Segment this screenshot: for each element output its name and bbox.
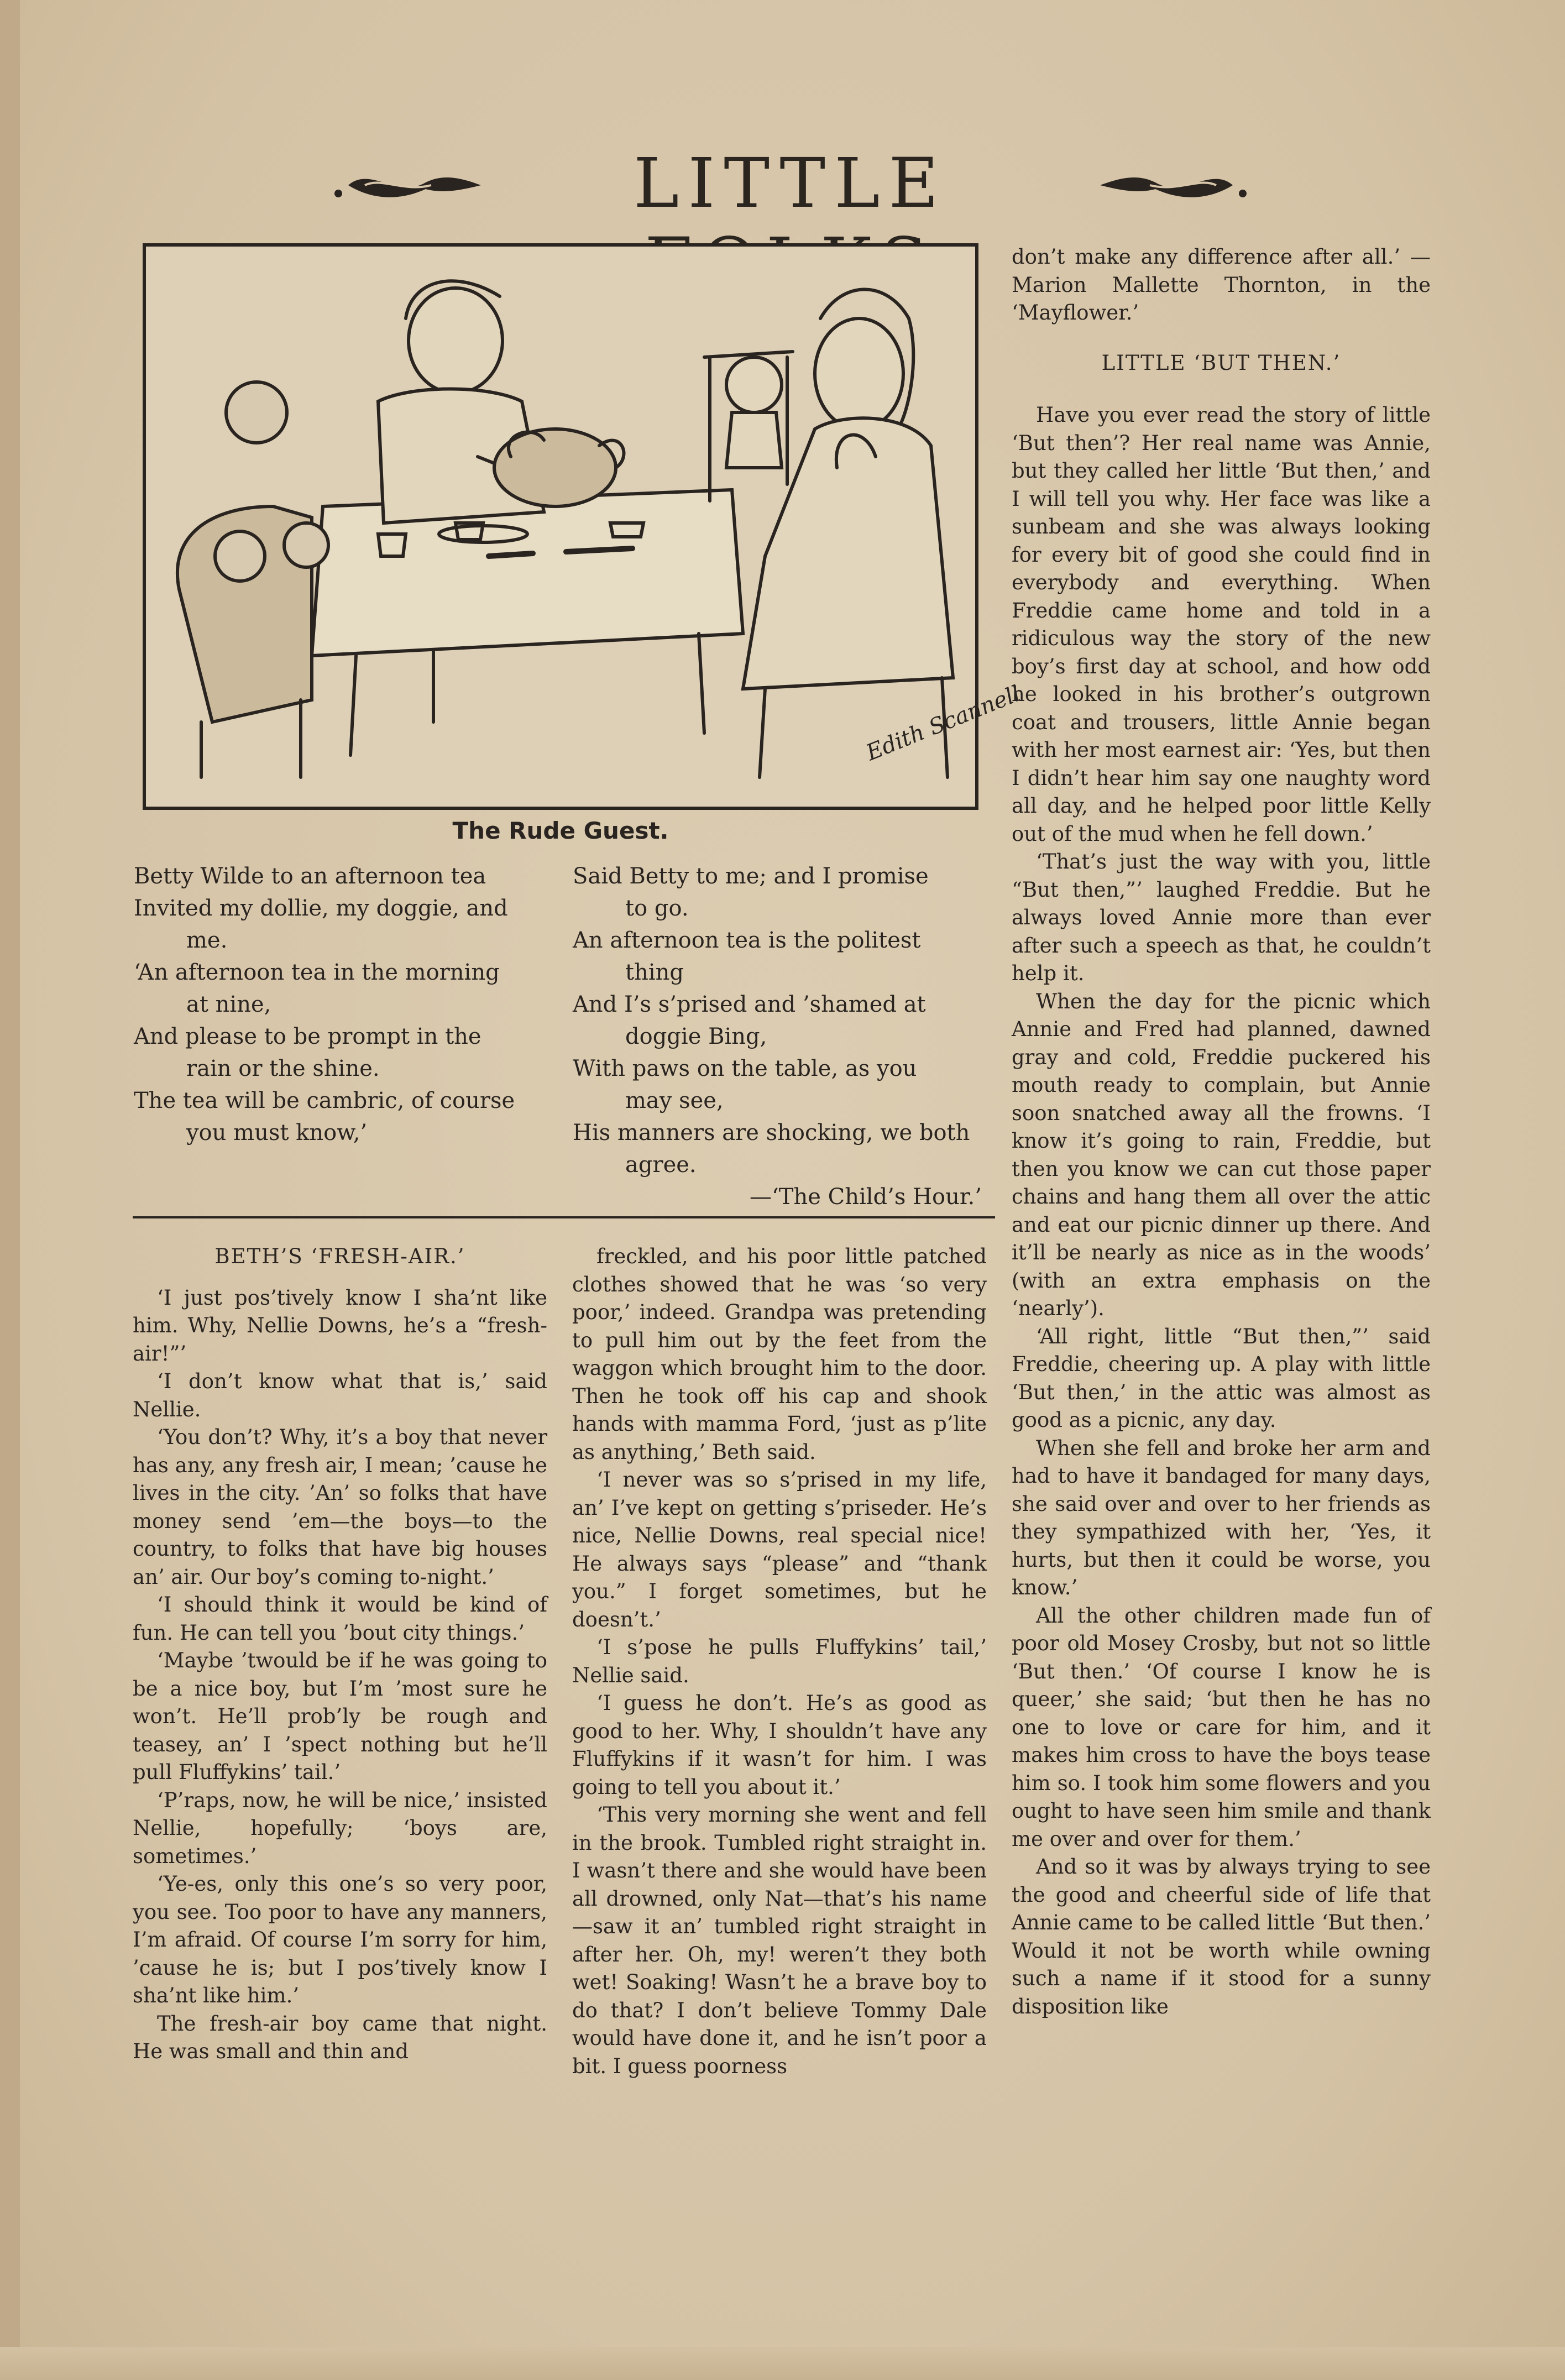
story-paragraph: When she fell and broke her arm and had to have it bandaged for many days, she said over and over to her friends as they sympathized with her, ‘Yes, it hurts, but then it could be worse, you know.’ (1012, 1436, 1431, 1599)
page-edge-shadow (0, 0, 20, 2380)
story-paragraph: ‘This very morning she went and fell in the brook. Tumbled right straight in. I wasn’t there and she would have been all drowned, only Nat—that’s his name—saw it an’ tumbled right straight in after her. Oh, my! weren’t they both wet! Soaking! Wasn’t he a brave boy to do that? I don’t believe Tommy Dale would have done it, and he isn’t poor a bit. I guess poorness (572, 1803, 987, 2078)
poem-line: And please to be prompt in the (134, 1024, 481, 1049)
poem-attribution: —‘The Child’s Hour.’ (750, 1184, 982, 1210)
poem-line: ‘An afternoon tea in the morning (134, 960, 500, 985)
poem-line: me. (186, 928, 228, 953)
story-paragraph: ‘I just pos’tively know I sha’nt like him. Why, Nellie Downs, he’s a “fresh-air!”’ (133, 1285, 547, 1366)
poem-line: With paws on the table, as you (573, 1056, 917, 1081)
but-then-story-column (1012, 243, 1431, 2021)
illustration-signature: Edith Scannell (862, 681, 1024, 766)
story-paragraph: ‘That’s just the way with you, little “But then,”’ laughed Freddie. But he always loved Annie more than ever after such a speech as that, he couldn’t help it. (1012, 850, 1431, 985)
poem-line: to go. (625, 896, 689, 921)
story-paragraph: Have you ever read the story of little ‘But then’? Her real name was Annie, but they called her little ‘But then,’ and I will tell you why. Her face was like a sunbeam and she was always looking for every bit of good she could find in everybody and everything. When Freddie came home and told in a ridiculous way the story of the new boy’s first day at school, and how odd he looked in his brother’s outgrown coat and trousers, little Annie began with her most earnest air: ‘Yes, but then I didn’t hear him say one naughty word all day, and he helped poor little Kelly out of the mud when he fell down.’ (1012, 403, 1431, 846)
story-paragraph: ‘All right, little “But then,”’ said Freddie, cheering up. A play with little ‘But then,’ in the attic was almost as good as a picnic, any day. (1012, 1324, 1431, 1432)
continuation-text: don’t make any difference after all.’ —Marion Mallette Thornton, in the ‘Mayflower.’ (1012, 245, 1431, 325)
beth-story-column-2 (572, 1243, 987, 2080)
illustration-drawing (146, 247, 1024, 807)
masthead-title: LITTLE (634, 144, 948, 223)
story-paragraph: ‘I should think it would be kind of fun. He can tell you ’bout city things.’ (133, 1593, 547, 1645)
poem-line: at nine, (186, 992, 271, 1017)
poem-left-column (134, 860, 559, 1149)
story-paragraph: When the day for the picnic which Annie and Fred had planned, dawned gray and cold, Freddie puckered his mouth ready to complain, but Annie soon snatched away all the frowns. ‘I know it’s going to rain, Freddie, but then you know we can cut those paper chains and hang them all over the attic and eat our picnic dinner up there. And it’ll be nearly as nice as in the woods’ (with an extra emphasis on the ‘nearly’). (1012, 989, 1431, 1320)
poem-line: doggie Bing, (625, 1024, 767, 1049)
beth-story-column-1 (133, 1243, 547, 2066)
tea-party-illustration (143, 243, 1024, 810)
section-divider (133, 1216, 995, 1218)
poem-line: thing (625, 960, 684, 985)
poem-line: you must know,’ (186, 1120, 368, 1145)
masthead (310, 138, 1271, 227)
left-flourish-ornament (332, 160, 486, 210)
poem-line: The tea will be cambric, of course (134, 1088, 515, 1113)
story-paragraph: freckled, and his poor little patched clothes showed that he was ‘so very poor,’ indeed. Grandpa was pretending to pull him out by the feet from the waggon which brought him to the door. Then he took off his cap and shook hands with mamma Ford, ‘just as p’lite as anything,’ Beth said. (572, 1244, 987, 1464)
poem-line: His manners are shocking, we both (573, 1120, 970, 1145)
poem-right-column (573, 860, 993, 1213)
right-flourish-ornament (1095, 160, 1249, 210)
poem-line: An afternoon tea is the politest (573, 928, 921, 953)
poem-line: Betty Wilde to an afternoon tea (134, 864, 486, 889)
story-paragraph: ‘Ye-es, only this one’s so very poor, you see. Too poor to have any manners, I’m afraid. Of course I’m sorry for him, ’cause he is; but I pos’tively know I sha’nt like him.’ (133, 1872, 547, 2007)
story-paragraph: ‘I never was so s’prised in my life, an’ I’ve kept on getting s’priseder. He’s nice, Nellie Downs, real special nice! He always says “please” and “thank you.” I forget sometimes, but he doesn’t.’ (572, 1468, 987, 1631)
but-then-heading: LITTLE ‘BUT THEN.’ (1101, 351, 1341, 375)
poem-line: Said Betty to me; and I promise (573, 864, 929, 889)
poem-caption: The Rude Guest. (452, 817, 669, 844)
poem-line: And I’s s’prised and ’shamed at (573, 992, 926, 1017)
story-paragraph: ‘P’raps, now, he will be nice,’ insisted Nellie, hopefully; ‘boys are, sometimes.’ (133, 1788, 547, 1868)
story-paragraph: The fresh-air boy came that night. He was small and thin and (133, 2011, 547, 2063)
poem-line: agree. (625, 1152, 697, 1178)
poem-line: rain or the shine. (186, 1056, 380, 1081)
story-paragraph: ‘I guess he don’t. He’s as good as good to her. Why, I shouldn’t have any Fluffykins if it wasn’t for him. I was going to tell you about it.’ (572, 1691, 987, 1799)
page-bottom-edge (0, 2347, 1565, 2380)
poem-line: Invited my dollie, my doggie, and (134, 896, 508, 921)
story-paragraph: ‘I don’t know what that is,’ said Nellie. (133, 1369, 547, 1421)
story-paragraph: All the other children made fun of poor old Mosey Crosby, but not so little ‘But then.’ ‘Of course I know he is queer,’ she said; ‘but then he has no one to love or care for him, and it makes him cross to have the boys tease him so. I took him some flowers and you ought to have seen him smile and thank me over and over for them.’ (1012, 1603, 1431, 1851)
story-paragraph: ‘I s’pose he pulls Fluffykins’ tail,’ Nellie said. (572, 1635, 987, 1687)
story-paragraph: ‘Maybe ’twould be if he was going to be a nice boy, but I’m ’most sure he won’t. He’ll prob’ly be rough and teasey, an’ I ’spect nothing but he’ll pull Fluffykins’ tail.’ (133, 1649, 547, 1784)
poem-line: may see, (625, 1088, 724, 1113)
story-paragraph: And so it was by always trying to see the good and cheerful side of life that Annie came to be called little ‘But then.’ Would it not be worth while owning such a name if it stood for a sunny disposition like (1012, 1855, 1431, 2018)
beth-story-heading: BETH’S ‘FRESH-AIR.’ (214, 1244, 465, 1268)
story-paragraph: ‘You don’t? Why, it’s a boy that never has any, any fresh air, I mean; ’cause he lives in the city. ’An’ so folks that have money send ’em—the boys—to the country, to folks that have big houses an’ air. Our boy’s coming to-night.’ (133, 1425, 547, 1589)
